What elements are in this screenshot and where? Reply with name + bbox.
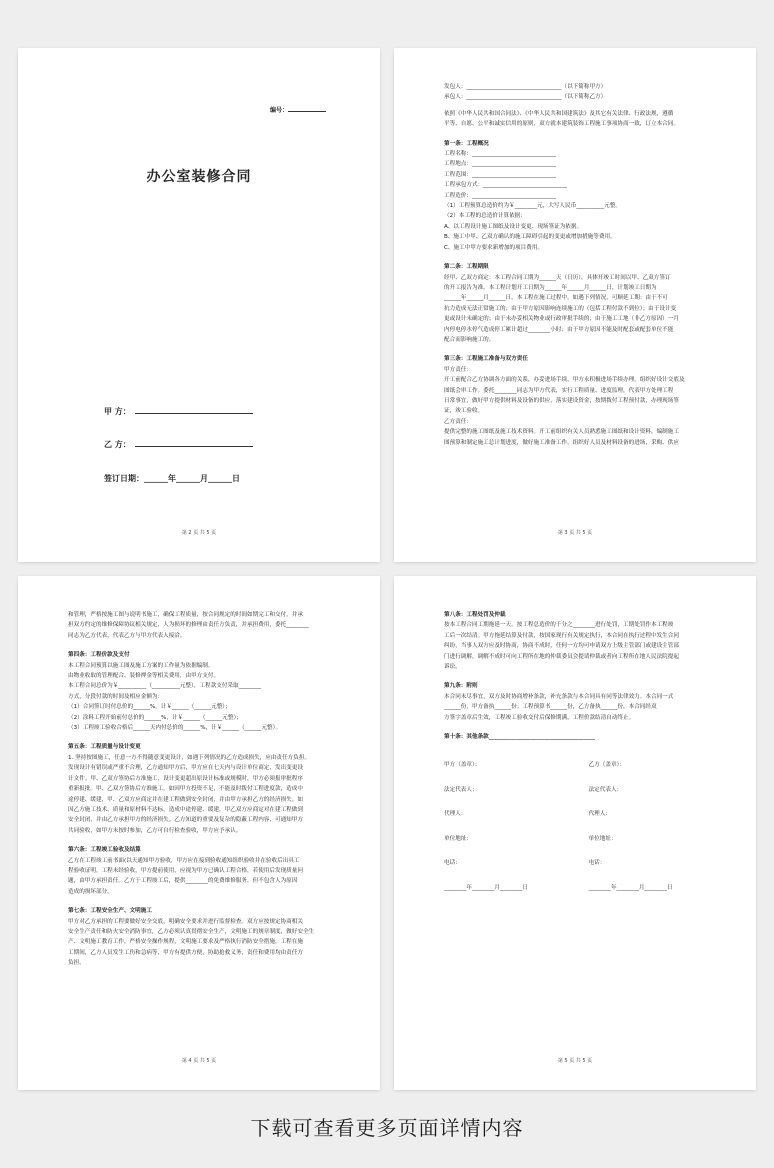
paragraph-line: 日常事宜，做好甲方提供材料及设备的供应，落实建设资金，按期拨付工程预付款，办理现场签 bbox=[444, 397, 679, 404]
signature-row bbox=[444, 785, 722, 795]
section-heading: 第五条：工程质量与设计变更 bbox=[68, 744, 141, 751]
party-a-signature-field: 法定代表人： bbox=[444, 786, 478, 793]
paragraph-line: 工程造价：______________________________ bbox=[444, 192, 556, 199]
paragraph-line: 由物业收取的管理配合、装修押金等相关费用，由甲方支付。 bbox=[68, 673, 220, 680]
paragraph-line: A、以工程设计施工图纸及设计变更、现场签证为依据。 bbox=[444, 223, 583, 230]
paragraph-line: ______年______月______日。本工程在施工过程中，如遇下列情况，可顺延工期：由于不可 bbox=[444, 295, 668, 302]
paragraph-line: 工程承包方式：______________________________ bbox=[444, 182, 568, 189]
paragraph-line: 按本工程合同工期拖延一天，按工程总造价的千分之________进行处罚，工期处罚作本工程竣 bbox=[444, 622, 674, 629]
paragraph-line: ______份，甲方备执______份；工程预算书______份，乙方备执______份，本合同经双 bbox=[444, 704, 657, 711]
paragraph-line: 工程名称：______________________________ bbox=[444, 151, 556, 158]
paragraph-line: 本工程合同预算以施工图及施工方案的工作量为依据编制。 bbox=[68, 662, 214, 669]
party-b-signature-field: 法定代表人： bbox=[588, 786, 623, 793]
party-b-signature-field: 电话： bbox=[588, 860, 606, 867]
paragraph-line: 计文件。甲、乙双方签协后方准施工，设计变更超出原设计标准或规模时，甲方必须报审批程序 bbox=[68, 775, 303, 782]
serial-number-field: 编号： bbox=[270, 105, 326, 114]
paragraph-line: 门进行调解，调解不成时可向工程所在地的仲裁委员会提请仲裁或者向工程所在地人民法院提起 bbox=[444, 653, 679, 660]
paragraph-line: 同志为乙方代表，代表乙方与甲方代表人接洽。 bbox=[68, 632, 186, 639]
page-body bbox=[68, 610, 346, 969]
paragraph-line: 抗力造成无法正常施工的；由于甲方原因影响连续施工的（包括工程付款不到位）；由于设计变 bbox=[444, 305, 677, 312]
paragraph-line: 乙方在工程竣工前书面(以天通知甲方验收，甲方应在接到验收通知组织验收并在验收后出具工 bbox=[68, 857, 300, 864]
paragraph-line: 的开工报告为准。本工程计划开工日期为______年______月______日，计划竣工日期为 bbox=[444, 284, 657, 291]
paragraph-line: 依照《中华人民共和国合同法》、《中华人民共和国建筑法》及其它有关法律、行政法规，遵循 bbox=[444, 110, 674, 117]
paragraph-line: 纠纷，当事人双方应及时协商，协商不成时，任何一方均可申请双方上级主管部门或建设主管部 bbox=[444, 643, 679, 650]
paragraph-line: 图纸会审工作。委托________同志为甲方代表，实行工程质量、进度监理，代表甲方处理工程 bbox=[444, 387, 674, 394]
paragraph-line: 提供完整的施工图纸及施工技术资料。开工前组织有关人员熟悉施工图纸和设计资料，编制施工 bbox=[444, 429, 679, 436]
section-heading: 第一条：工程概况 bbox=[444, 140, 489, 147]
section-heading: 第六条：工程竣工验收及结算 bbox=[68, 847, 141, 854]
sign-date-field: 签订日期：______年______月______日 bbox=[104, 474, 240, 483]
paragraph-line: 题，由甲方承担责任。乙方于工程竣工后，提供________的免费维修服务，但不包含人为原因 bbox=[68, 878, 298, 885]
page-footer: 第 2 页 共 5 页 bbox=[181, 530, 217, 536]
contract-page-5 bbox=[394, 576, 756, 1090]
paragraph-line: 方式，分段付款的时间及相应金额为： bbox=[68, 693, 164, 700]
party-a-field: 甲 方： bbox=[104, 406, 253, 417]
paragraph-line: 工后一次结清。甲方拖延结算及付款，按国家现行有关规定执行，本合同在执行过程中发生合同 bbox=[444, 632, 679, 639]
paragraph-line: 诉讼。 bbox=[444, 664, 461, 671]
page-body bbox=[444, 610, 722, 893]
paragraph-line: 1. 坚持按图施工，任意一方不得随意变更设计，如遇下列情况的乙方造成损失，应由责任方负担。 bbox=[68, 754, 311, 761]
page-body bbox=[444, 82, 722, 448]
paragraph-line: 负担。 bbox=[68, 960, 85, 967]
paragraph-line: 担双方约定的维修保障协议相关规定，人为损坏的修理由责任方负责，并承担费用，委托________ bbox=[68, 622, 309, 629]
party-a-signature-field: ________年________月________日 bbox=[444, 884, 528, 891]
paragraph-line: （1）合同签订时付总价的______%，计￥______（______元整）； bbox=[68, 704, 231, 711]
section-heading: 第八条：工程处罚及仲裁 bbox=[444, 612, 506, 618]
paragraph-line: 安全生产责任和防火安全消防事宜，乙方必须认真贯彻安全生产，文明施工的规章制度，做好安全生 bbox=[68, 928, 315, 935]
paragraph-line: 安全封闭，并由乙方承担甲方的经济损失。乙方知道的重要及复杂的隐蔽工程内容，可通知甲方 bbox=[68, 817, 303, 824]
paragraph-line: 工期间，乙方人员发生工伤和急病等，甲方有提供方便，协助抢救义务，责任和费用均由责任方 bbox=[68, 949, 303, 956]
contract-page-4 bbox=[18, 576, 380, 1090]
party-a-signature-field: 电话： bbox=[444, 860, 461, 867]
paragraph-line: 经甲、乙双方商定：本工程合同工期为______天（日历），具体开竣工时间以甲、乙双方签订 bbox=[444, 274, 671, 281]
paragraph-line: 产、文明施工教育工作，严格安全操作规程，文明施工要求及严格执行消防安全措施，工程在施 bbox=[68, 939, 303, 946]
signature-row bbox=[444, 883, 722, 893]
party-a-signature-field: 代理人： bbox=[444, 811, 467, 818]
paragraph-line: 本合同未尽事宜，双方及时协商增补条款，补充条款与本合同具有同等法律效力。本合同一式 bbox=[444, 693, 674, 700]
paragraph-line: 更或设计未确定的；由于未办妥相关物业或行政审批手续的；由于施工工地（非乙方原因）一月 bbox=[444, 316, 679, 323]
section-heading: 第四条：工程价款及支付 bbox=[68, 652, 130, 659]
paragraph-line: 证，竣工验收。 bbox=[444, 408, 484, 415]
signature-row bbox=[444, 858, 722, 868]
signature-row bbox=[444, 809, 722, 819]
paragraph-line: 发现设计有错误或严重不合理，乙方通知甲方后，甲方应在七天内与设计单位商定，发出变更设 bbox=[68, 765, 303, 772]
signature-row bbox=[444, 834, 722, 844]
section-heading: 第九条：附则 bbox=[444, 683, 478, 690]
paragraph-line: 方签字盖章后生效，工程竣工验收交付后保修期满，工程价款结清自动终止。 bbox=[444, 714, 635, 721]
contract-page-cover bbox=[18, 48, 380, 562]
paragraph-line: 和管理，严格按施工图与说明书施工，确保工程质量，按合同规定的时间如期完工和交付，并承 bbox=[68, 612, 303, 618]
paragraph-line: 甲方对乙方承担的工程要做好安全交底，明确安全要求并进行监督检查。双方应按规定协商相关 bbox=[68, 918, 303, 925]
party-b-signature-field: 单位地址： bbox=[588, 835, 617, 842]
download-more-caption[interactable]: 下载可查看更多页面详情内容 bbox=[250, 1116, 524, 1140]
paragraph-line: 重新报批。甲、乙双方签协后方准施工，如因甲方投资不足，不能及时拨付工程进度款，造成中 bbox=[68, 786, 303, 793]
paragraph-line: 造成的损坏部分。 bbox=[68, 888, 113, 895]
paragraph-line: 配合而影响施工的。 bbox=[444, 336, 495, 343]
page-footer: 第 5 页 共 5 页 bbox=[557, 1058, 593, 1064]
paragraph-line: 开工前配合乙方协调各方面的关系，办妥进场手续，甲方永积极进场手续办理。组织好设计交底及 bbox=[444, 377, 685, 384]
paragraph-line: 共同验收，如甲方未按时参加，乙方可自行检查验收，甲方应予承认。 bbox=[68, 827, 242, 834]
paragraph-line: （3）工程竣工验收合格后______天内付总价的______%，计￥______（______元整）。 bbox=[68, 725, 282, 732]
paragraph-line: B、施工中甲、乙双方确认的施工障碍引起的变更或增加措施等费用。 bbox=[444, 234, 616, 241]
page-footer: 第 4 页 共 5 页 bbox=[181, 1058, 217, 1064]
contract-page-3 bbox=[394, 48, 756, 562]
paragraph-line: 甲方责任： bbox=[444, 366, 472, 373]
party-b-signature-field: 代理人： bbox=[588, 811, 611, 818]
party-b-signature-field: 乙方（盖章）： bbox=[588, 762, 625, 769]
party-b-signature-field: ________年________月________日 bbox=[588, 884, 673, 891]
signature-row bbox=[444, 760, 722, 770]
page-footer: 第 3 页 共 5 页 bbox=[557, 530, 593, 536]
paragraph-line: 因乙方施工技术、质量和原材料不达标，造成中途停建、缓建，甲乙双方应商定对在建工程做到 bbox=[68, 806, 303, 813]
section-heading: 第二条：工程期限 bbox=[444, 264, 489, 271]
paragraph-line: 平等、自愿、公平和诚实信用的原则，双方就本建筑装饰工程施工事项协商一致，订立本合同。 bbox=[444, 121, 679, 128]
party-a-signature-field: 单位地址： bbox=[444, 835, 472, 842]
section-heading: 第七条：工程安全生产、文明施工 bbox=[68, 908, 152, 915]
paragraph-line: 发包人：__________________________________（以下简称甲方） bbox=[444, 84, 607, 90]
paragraph-line: 内停电停水停气造成停工累计超过________小时；由于甲方原因不能及时配套或配套单位不能 bbox=[444, 326, 674, 333]
paragraph-line: 程验收证明。工程未经验收，甲方提前使用，应视为甲方已确认工程合格，若使用后发现质量问 bbox=[68, 867, 303, 874]
paragraph-line: 工程地点：______________________________ bbox=[444, 161, 556, 168]
contract-title: 办公室装修合同 bbox=[146, 169, 252, 185]
paragraph-line: 本工程合同总价为￥__________（__________元整），工程款支付采取________ bbox=[68, 683, 261, 690]
paragraph-line: 工程范围：______________________________ bbox=[444, 171, 556, 178]
paragraph-line: 承包人：__________________________________（以下简称乙方） bbox=[444, 94, 607, 101]
paragraph-line: 图预算和制定施工总计划进度，做好施工准备工作。组织好人员及材料设备的进场，采购、供应 bbox=[444, 439, 679, 446]
section-heading: 第三条：工程施工准备与双方责任 bbox=[444, 356, 528, 363]
paragraph-line: （2）涂料工程开始前付总价的______%，计￥______（______元整）； bbox=[68, 714, 242, 721]
paragraph-line: （2）本工程的总造价计算依据： bbox=[444, 213, 526, 220]
paragraph-line: 乙方责任： bbox=[444, 418, 472, 425]
party-b-field: 乙 方： bbox=[104, 439, 253, 450]
party-a-signature-field: 甲方（盖章）： bbox=[444, 762, 481, 769]
paragraph-line: （1）工程预算总造价约为￥________元，大写人民币__________元整。 bbox=[444, 203, 621, 210]
paragraph-line: 途停建、缓建，甲、乙双方应商定并在建工程做到安全封闭，并由甲方承担乙方的经济损失。如 bbox=[68, 796, 303, 803]
section-heading: 第十条：其他条款______________________________________ bbox=[444, 734, 596, 741]
paragraph-line: C、施工中甲方要求新增加的项目费用。 bbox=[444, 244, 544, 251]
